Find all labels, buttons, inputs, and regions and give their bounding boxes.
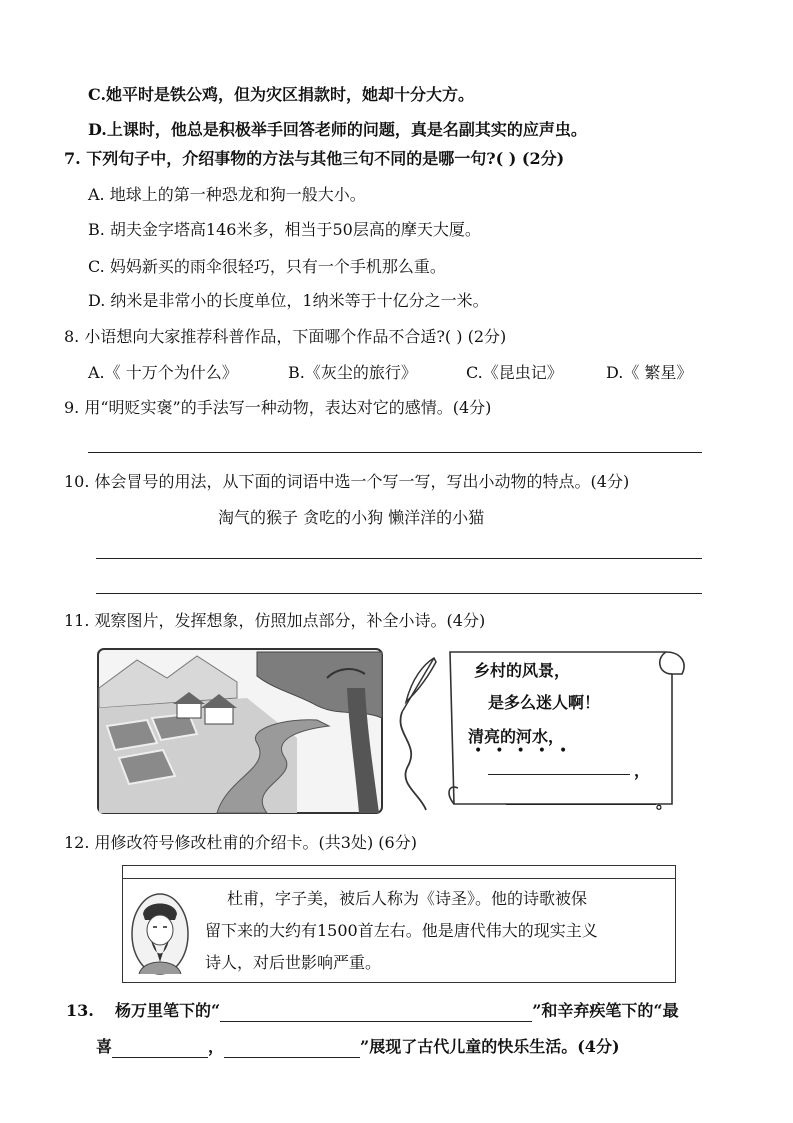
q13-blank-2[interactable]: [112, 1039, 208, 1058]
village-picture: [97, 648, 383, 814]
emphasis-dots: •••••: [474, 743, 581, 759]
q10-answer-line-2[interactable]: [96, 593, 702, 594]
q8-option-b: B.《灰尘的旅行》: [288, 363, 417, 382]
q8-option-c: C.《昆虫记》: [466, 363, 563, 382]
q6-option-d: D.上课时，他总是积极举手回答老师的问题，真是名副其实的应声虫。: [88, 120, 587, 139]
q9-answer-line[interactable]: [88, 452, 702, 453]
q7-option-c: C. 妈妈新买的雨伞很轻巧，只有一个手机那么重。: [88, 257, 446, 276]
q8-option-a: A.《 十万个为什么》: [88, 363, 238, 382]
q13-blank-1[interactable]: [220, 1003, 532, 1022]
q13-text-4: ，: [208, 1037, 225, 1056]
poem-line-3: 清亮的河水，: [468, 727, 565, 746]
quill-pen-icon: [390, 654, 442, 814]
poem-comma: ，: [634, 761, 651, 780]
q13-text-3: 喜: [96, 1037, 113, 1056]
poem-line-2: 是多么迷人啊！: [488, 693, 601, 712]
poem-scroll: [444, 644, 692, 816]
card-text-line-2: 留下来的大约有1500首左右。他是唐代伟大的现实主义: [205, 921, 598, 940]
card-text-line-1: 杜甫，字子美，被后人称为《诗圣》。他的诗歌被保: [227, 889, 588, 908]
q7-stem: 7. 下列句子中，介绍事物的方法与其他三句不同的是哪一句?( ) (2分): [64, 149, 565, 168]
q8-stem: 8. 小语想向大家推荐科普作品，下面哪个作品不合适?( ) (2分): [64, 327, 507, 346]
poem-line-1: 乡村的风景，: [474, 661, 571, 680]
q9-stem: 9. 用“明贬实褒”的手法写一种动物，表达对它的感情。(4分): [64, 398, 492, 417]
dufu-portrait: [129, 886, 191, 976]
q10-stem: 10. 体会冒号的用法，从下面的词语中选一个写一写，写出小动物的特点。(4分): [64, 472, 630, 491]
q7-option-a: A. 地球上的第一种恐龙和狗一般大小。: [88, 185, 366, 204]
q12-stem: 12. 用修改符号修改杜甫的介绍卡。(共3处) (6分): [64, 833, 417, 852]
card-text-line-3: 诗人，对后世影响严重。: [205, 953, 382, 972]
q7-option-b: B. 胡夫金字塔高146米多，相当于50层高的摩天大厦。: [88, 220, 481, 239]
q10-answer-line-1[interactable]: [96, 558, 702, 559]
q8-option-d: D.《 繁星》: [606, 363, 693, 382]
q7-option-d: D. 纳米是非常小的长度单位，1纳米等于十亿分之一米。: [88, 291, 489, 310]
q13-text-5: ”展现了古代儿童的快乐生活。(4分): [360, 1037, 620, 1056]
q13-blank-3[interactable]: [224, 1039, 360, 1058]
poem-period: 。: [656, 793, 673, 812]
q10-word-options: 淘气的猴子 贪吃的小狗 懒洋洋的小猫: [218, 508, 485, 527]
q11-stem: 11. 观察图片，发挥想象，仿照加点部分，补全小诗。(4分): [64, 611, 486, 630]
q13-text-2: ”和辛弃疾笔下的“最: [532, 1001, 679, 1020]
poem-blank-2[interactable]: [506, 804, 656, 805]
poem-blank-1[interactable]: [488, 774, 630, 775]
dufu-intro-card: [122, 865, 676, 983]
q13-number: 13.: [66, 1001, 94, 1020]
q6-option-c: C.她平时是铁公鸡，但为灾区捐款时，她却十分大方。: [88, 85, 475, 104]
q13-text-1: 杨万里笔下的“: [115, 1001, 221, 1020]
q13-line-1: [66, 1000, 679, 1022]
q13-line-2: [96, 1036, 620, 1058]
card-header-bar: [123, 866, 675, 879]
